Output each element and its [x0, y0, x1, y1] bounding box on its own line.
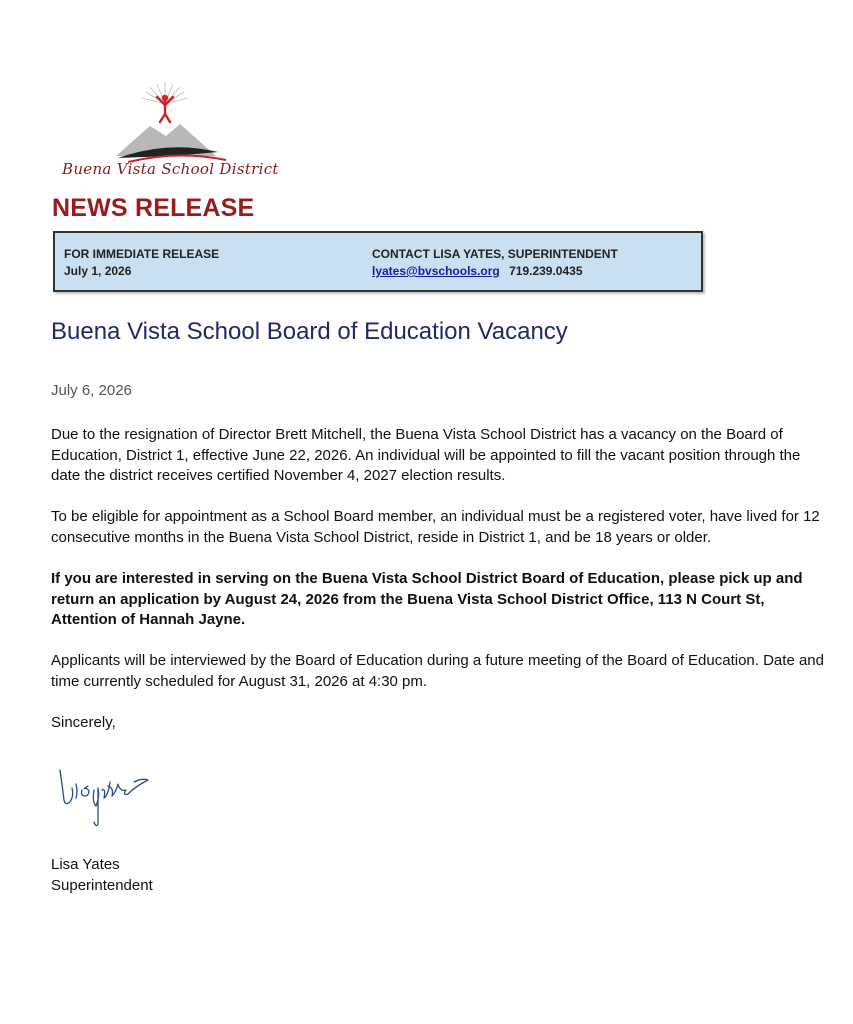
signer-name: Lisa Yates	[51, 856, 120, 873]
handwritten-signature	[56, 762, 166, 837]
district-name: Buena Vista School District	[62, 160, 279, 178]
paragraph-eligibility: To be eligible for appointment as a School Board member, an individual must be a registered voter, have lived for 12 consecutive months in the Buena Vista School District, reside in District 1, and be 18 years or older.	[51, 508, 820, 546]
signer-title: Superintendent	[51, 877, 153, 894]
contact-title: CONTACT LISA YATES, SUPERINTENDENT	[372, 247, 618, 261]
contact-line	[372, 264, 583, 278]
release-date: July 1, 2026	[64, 264, 132, 278]
letter-date: July 6, 2026	[51, 382, 132, 399]
release-info-box	[53, 231, 703, 292]
paragraph-interviews: Applicants will be interviewed by the Board of Education during a future meeting of the Board of Education. Date and time currently scheduled for August 31, 2026 at 4:30 pm.	[51, 652, 824, 690]
contact-phone: 719.239.0435	[509, 264, 583, 278]
news-release-heading: NEWS RELEASE	[52, 194, 255, 222]
contact-email-link[interactable]: lyates@bvschools.org	[372, 264, 500, 278]
paragraph-vacancy: Due to the resignation of Director Brett Mitchell, the Buena Vista School District has a vacancy on the Board of Education, District 1, effective June 22, 2026. An individual will be appointed to fill the vacant position through the date the district receives certified November 4, 2027 election results.	[51, 426, 801, 484]
closing: Sincerely,	[51, 714, 116, 731]
paragraph-application: If you are interested in serving on the Buena Vista School District Board of Education, please pick up and return an application by August 24, 2026 from the Buena Vista School District Office, 113 N Court St, Attention of Hannah Jayne.	[51, 570, 803, 628]
page-title: Buena Vista School Board of Education Vacancy	[51, 318, 568, 345]
release-type: FOR IMMEDIATE RELEASE	[64, 247, 220, 261]
